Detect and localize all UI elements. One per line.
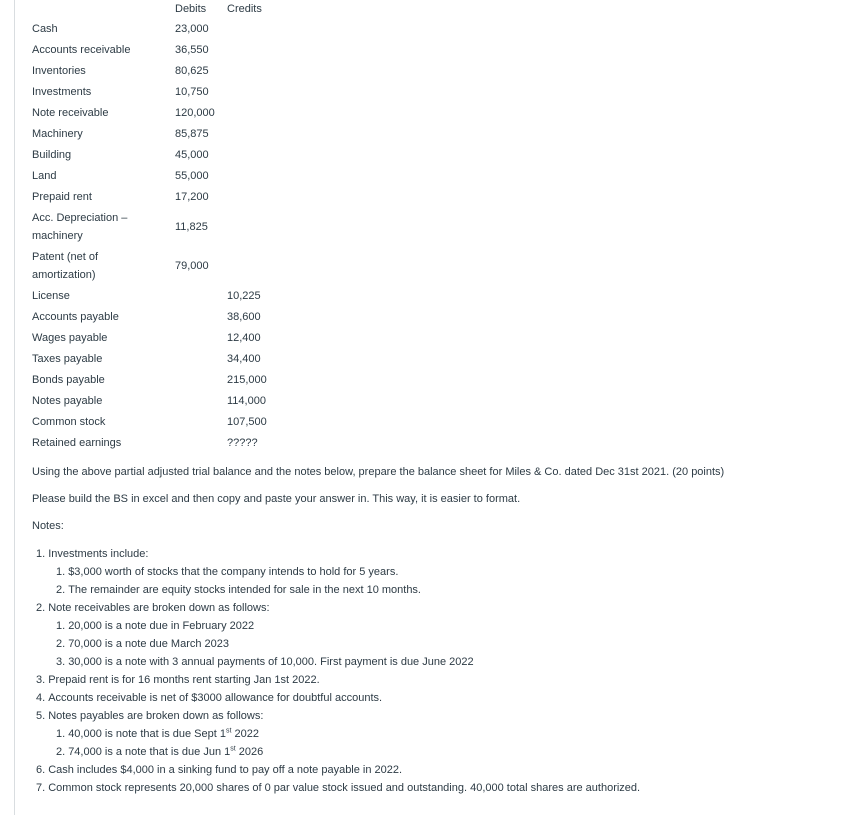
note-number: 1. — [36, 548, 46, 560]
subnote-number: 1. — [56, 620, 66, 632]
account-name: Accounts receivable — [32, 43, 131, 56]
credit-value — [221, 186, 277, 207]
subnote-text: The remainder are equity stocks intended for sale in the next 10 months. — [68, 584, 421, 596]
credit-value — [221, 165, 277, 186]
trial-balance-table — [26, 0, 277, 453]
note-item — [36, 545, 640, 599]
credits-header: Credits — [227, 3, 262, 15]
debit-value — [169, 432, 221, 453]
ordinal-suffix: st — [230, 745, 236, 753]
notes-list — [36, 545, 640, 797]
subnote-text: 74,000 is a note that is due Jun 1 — [68, 746, 231, 758]
debit-value: 55,000 — [175, 169, 209, 182]
account-name: License — [32, 289, 70, 302]
debit-value: 80,625 — [175, 64, 209, 77]
table-row — [26, 39, 277, 60]
credit-value: 12,400 — [227, 331, 261, 344]
credit-value: 107,500 — [227, 415, 267, 428]
subnote-number: 1. — [56, 566, 66, 578]
credit-value: 215,000 — [227, 373, 267, 386]
debit-value: 23,000 — [175, 22, 209, 35]
note-item — [36, 707, 640, 761]
table-row — [26, 285, 277, 306]
credit-value — [221, 81, 277, 102]
note-number: 3. — [36, 674, 46, 686]
debit-value: 85,875 — [175, 127, 209, 140]
note-text: Accounts receivable is net of $3000 allowance for doubtful accounts. — [48, 692, 383, 704]
subnote-text: $3,000 worth of stocks that the company intends to hold for 5 years. — [68, 566, 399, 578]
note-item — [36, 689, 640, 707]
ordinal-suffix: st — [225, 727, 232, 735]
subnote-number: 1. — [56, 728, 66, 740]
credit-value — [221, 39, 277, 60]
table-row — [26, 327, 277, 348]
table-row — [26, 186, 277, 207]
note-sublist — [36, 617, 640, 671]
note-subitem — [56, 581, 640, 599]
account-name — [26, 207, 169, 246]
note-subitem — [56, 653, 640, 671]
table-row — [26, 102, 277, 123]
credit-value: 10,225 — [227, 289, 261, 302]
account-header — [26, 0, 169, 18]
account-name: Bonds payable — [32, 373, 105, 386]
account-name: Prepaid rent — [32, 190, 92, 203]
table-row — [26, 60, 277, 81]
note-sublist — [36, 563, 640, 599]
table-row — [26, 306, 277, 327]
table-row — [26, 390, 277, 411]
debit-value: 11,825 — [175, 220, 208, 233]
account-name: Retained earnings — [32, 436, 122, 449]
debit-value — [169, 285, 221, 306]
notes-heading: Notes: — [32, 520, 64, 532]
table-row — [26, 207, 277, 246]
account-name: Wages payable — [32, 331, 108, 344]
debit-value: 36,550 — [175, 43, 209, 56]
debits-header: Debits — [175, 3, 207, 15]
table-header-row — [26, 0, 277, 18]
debit-value: 17,200 — [175, 190, 209, 203]
table-row — [26, 165, 277, 186]
subnote-text: 70,000 is a note due March 2023 — [68, 638, 230, 650]
account-name-text: Acc. Depreciation – machinery — [32, 211, 128, 242]
note-item — [36, 671, 640, 689]
debit-value: 45,000 — [175, 148, 209, 161]
debit-value — [169, 306, 221, 327]
table-row — [26, 246, 277, 285]
subnote-text-end: 2022 — [231, 728, 259, 740]
table-row — [26, 18, 277, 39]
table-row — [26, 123, 277, 144]
note-subitem — [56, 617, 640, 635]
note-text: Notes payables are broken down as follows: — [48, 710, 264, 722]
table-row — [26, 81, 277, 102]
credit-value — [221, 123, 277, 144]
note-text: Prepaid rent is for 16 months rent starting Jan 1st 2022. — [48, 674, 320, 686]
note-number: 6. — [36, 764, 46, 776]
note-sublist — [36, 725, 640, 761]
account-name: Note receivable — [32, 106, 109, 119]
debit-value: 120,000 — [175, 106, 215, 119]
table-row — [26, 348, 277, 369]
note-subitem — [56, 743, 640, 761]
subnote-text: 40,000 is note that is due Sept 1 — [68, 728, 226, 740]
account-name: Common stock — [32, 415, 106, 428]
debit-value — [169, 327, 221, 348]
credit-value: ????? — [227, 436, 258, 449]
account-name: Cash — [32, 22, 58, 35]
subnote-number: 2. — [56, 584, 66, 596]
debit-value — [169, 348, 221, 369]
credit-value — [221, 102, 277, 123]
note-number: 2. — [36, 602, 46, 614]
credit-value — [221, 207, 277, 246]
note-subitem — [56, 725, 640, 743]
account-name: Accounts payable — [32, 310, 119, 323]
note-number: 5. — [36, 710, 46, 722]
subnote-text: 30,000 is a note with 3 annual payments of 10,000. First payment is due June 2022 — [68, 656, 474, 668]
content-left-border — [14, 0, 15, 815]
subnote-text-end: 2026 — [235, 746, 264, 758]
debit-value — [169, 411, 221, 432]
table-row — [26, 411, 277, 432]
note-item — [36, 779, 640, 797]
note-subitem — [56, 563, 640, 581]
subnote-number: 2. — [56, 638, 66, 650]
debit-value: 10,750 — [175, 85, 209, 98]
note-text: Note receivables are broken down as follows: — [48, 602, 270, 614]
note-text: Investments include: — [48, 548, 149, 560]
note-number: 4. — [36, 692, 46, 704]
subnote-number: 3. — [56, 656, 66, 668]
account-name: Building — [32, 148, 72, 161]
debit-value — [169, 390, 221, 411]
account-name: Investments — [32, 85, 92, 98]
credit-value — [221, 246, 277, 285]
note-number: 7. — [36, 782, 46, 794]
note-item — [36, 761, 640, 779]
excel-instructions-text: Please build the BS in excel and then copy and paste your answer in. This way, it is easier to format. — [32, 493, 521, 505]
note-text: Cash includes $4,000 in a sinking fund to pay off a note payable in 2022. — [48, 764, 403, 776]
instructions-text: Using the above partial adjusted trial balance and the notes below, prepare the balance sheet for Miles & Co. dated Dec 31st 2021. (20 points) — [32, 466, 725, 478]
note-text: Common stock represents 20,000 shares of 0 par value stock issued and outstanding. 40,000 total shares are authorized. — [48, 782, 641, 794]
credit-value — [221, 144, 277, 165]
account-name: Taxes payable — [32, 352, 103, 365]
table-row — [26, 432, 277, 453]
account-name — [26, 246, 169, 285]
table-row — [26, 144, 277, 165]
account-name: Inventories — [32, 64, 86, 77]
debit-value — [169, 369, 221, 390]
account-name: Land — [32, 169, 57, 182]
credit-value: 114,000 — [227, 394, 266, 407]
debit-value: 79,000 — [175, 259, 209, 272]
credit-value: 34,400 — [227, 352, 261, 365]
credit-value — [221, 60, 277, 81]
account-name-text: Patent (net of amortization) — [32, 250, 99, 281]
subnote-number: 2. — [56, 746, 66, 758]
note-item — [36, 599, 640, 671]
account-name: Machinery — [32, 127, 83, 140]
note-subitem — [56, 635, 640, 653]
account-name: Notes payable — [32, 394, 103, 407]
credit-value — [221, 18, 277, 39]
subnote-text: 20,000 is a note due in February 2022 — [68, 620, 255, 632]
credit-value: 38,600 — [227, 310, 261, 323]
table-row — [26, 369, 277, 390]
